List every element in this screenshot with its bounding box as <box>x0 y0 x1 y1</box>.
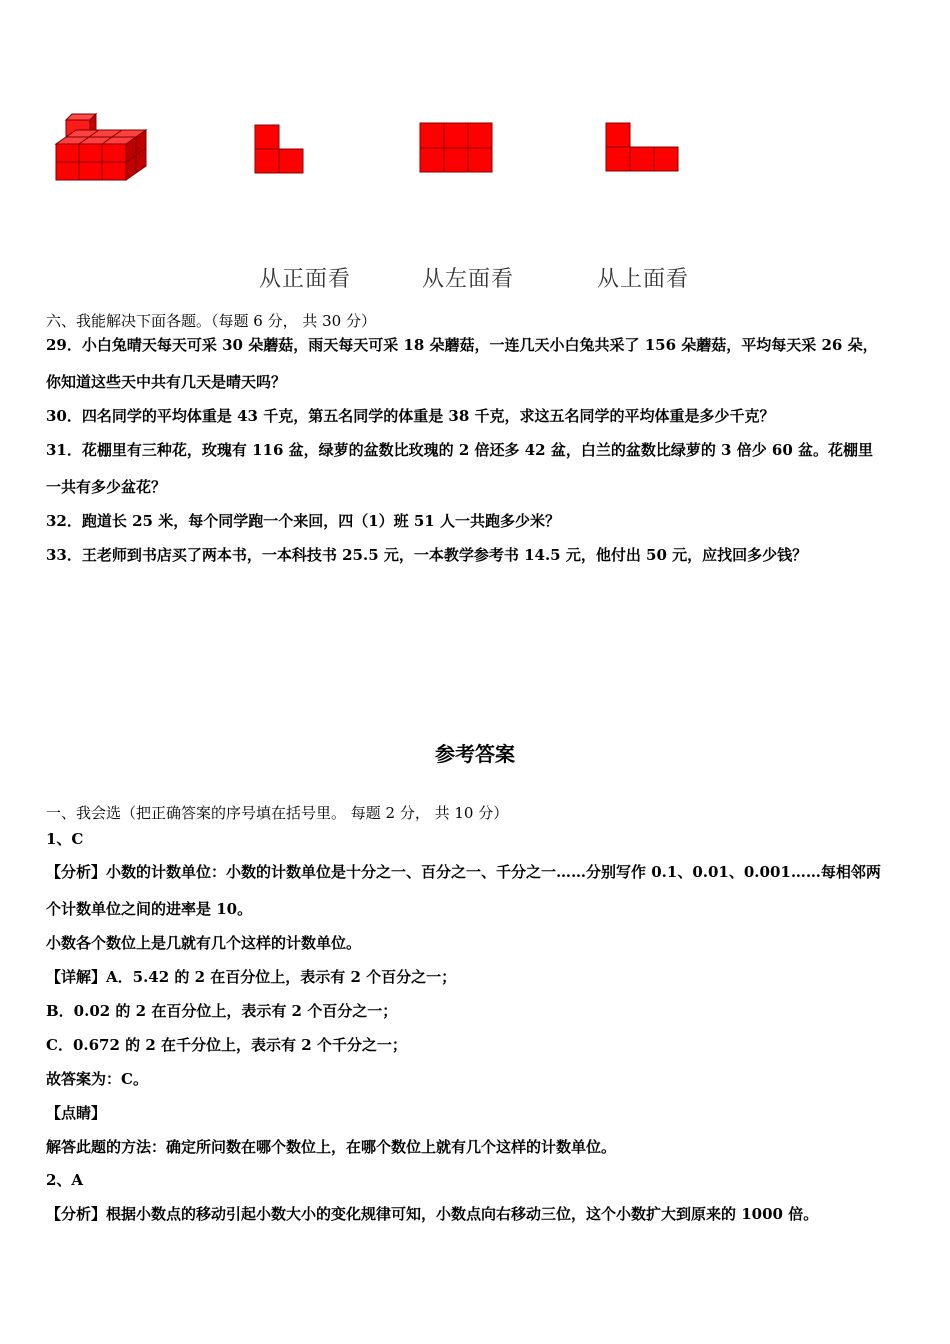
answer-1-tip-header: 【点睛】 <box>46 1104 107 1122</box>
question-33: 33．王老师到书店买了两本书，一本科技书 25.5 元，一本教学参考书 14.5 元，他付出 50 元，应找回多少钱？ <box>46 546 808 564</box>
answer-1-analysis-line1: 【分析】小数的计数单位：小数的计数单位是十分之一、百分之一、千分之一……分别写作 0.1、0.01、0.001……每相邻两 <box>46 863 881 881</box>
answer-2: 2、A <box>46 1171 84 1189</box>
answer-1-conclusion: 故答案为：C。 <box>46 1070 148 1088</box>
front-view-label: 从正面看 <box>259 267 352 292</box>
answer-1: 1、C <box>46 830 84 848</box>
block-solid-figure <box>50 108 150 184</box>
top-view-label: 从上面看 <box>597 267 690 292</box>
question-31-line1: 31．花棚里有三种花，玫瑰有 116 盆，绿萝的盆数比玫瑰的 2 倍还多 42 盆，白兰的盆数比绿萝的 3 倍少 60 盆。花棚里 <box>46 441 874 459</box>
answers-section1-header: 一、我会选（把正确答案的序号填在括号里。 每题 2 分， 共 10 分） <box>46 804 509 822</box>
question-32: 32．跑道长 25 米，每个同学跑一个来回，四（1）班 51 人一共跑多少米？ <box>46 512 560 530</box>
answer-1-analysis-line2: 个计数单位之间的进率是 10。 <box>46 900 253 918</box>
answer-1-detail-a: 【详解】A．5.42 的 2 在百分位上，表示有 2 个百分之一； <box>46 968 457 986</box>
front-view-figure <box>254 124 306 176</box>
answer-1-tip: 解答此题的方法：确定所问数在哪个数位上，在哪个数位上就有几个这样的计数单位。 <box>46 1138 617 1156</box>
top-view-figure <box>605 122 681 174</box>
question-29-line2: 你知道这些天中共有几天是晴天吗？ <box>46 373 287 391</box>
answer-1-analysis-line3: 小数各个数位上是几就有几个这样的计数单位。 <box>46 934 362 952</box>
answers-title: 参考答案 <box>435 742 515 766</box>
answer-2-analysis: 【分析】根据小数点的移动引起小数大小的变化规律可知，小数点向右移动三位，这个小数扩大到原来的 1000 倍。 <box>46 1205 819 1223</box>
question-31-line2: 一共有多少盆花？ <box>46 478 167 496</box>
section6-header: 六、我能解决下面各题。（每题 6 分， 共 30 分） <box>46 312 376 330</box>
answer-1-detail-b: B．0.02 的 2 在百分位上，表示有 2 个百分之一； <box>46 1002 398 1020</box>
answer-1-detail-c: C．0.672 的 2 在千分位上，表示有 2 个千分之一； <box>46 1036 407 1054</box>
view-labels-row <box>0 262 950 298</box>
left-view-label: 从左面看 <box>422 267 515 292</box>
question-29-line1: 29．小白兔晴天每天可采 30 朵蘑菇，雨天每天可采 18 朵蘑菇，一连几天小白兔共采了 156 朵蘑菇，平均每天采 26 朵， <box>46 336 878 354</box>
left-view-figure <box>419 122 495 174</box>
question-30: 30．四名同学的平均体重是 43 千克，第五名同学的体重是 38 千克，求这五名同学的平均体重是多少千克？ <box>46 407 775 425</box>
